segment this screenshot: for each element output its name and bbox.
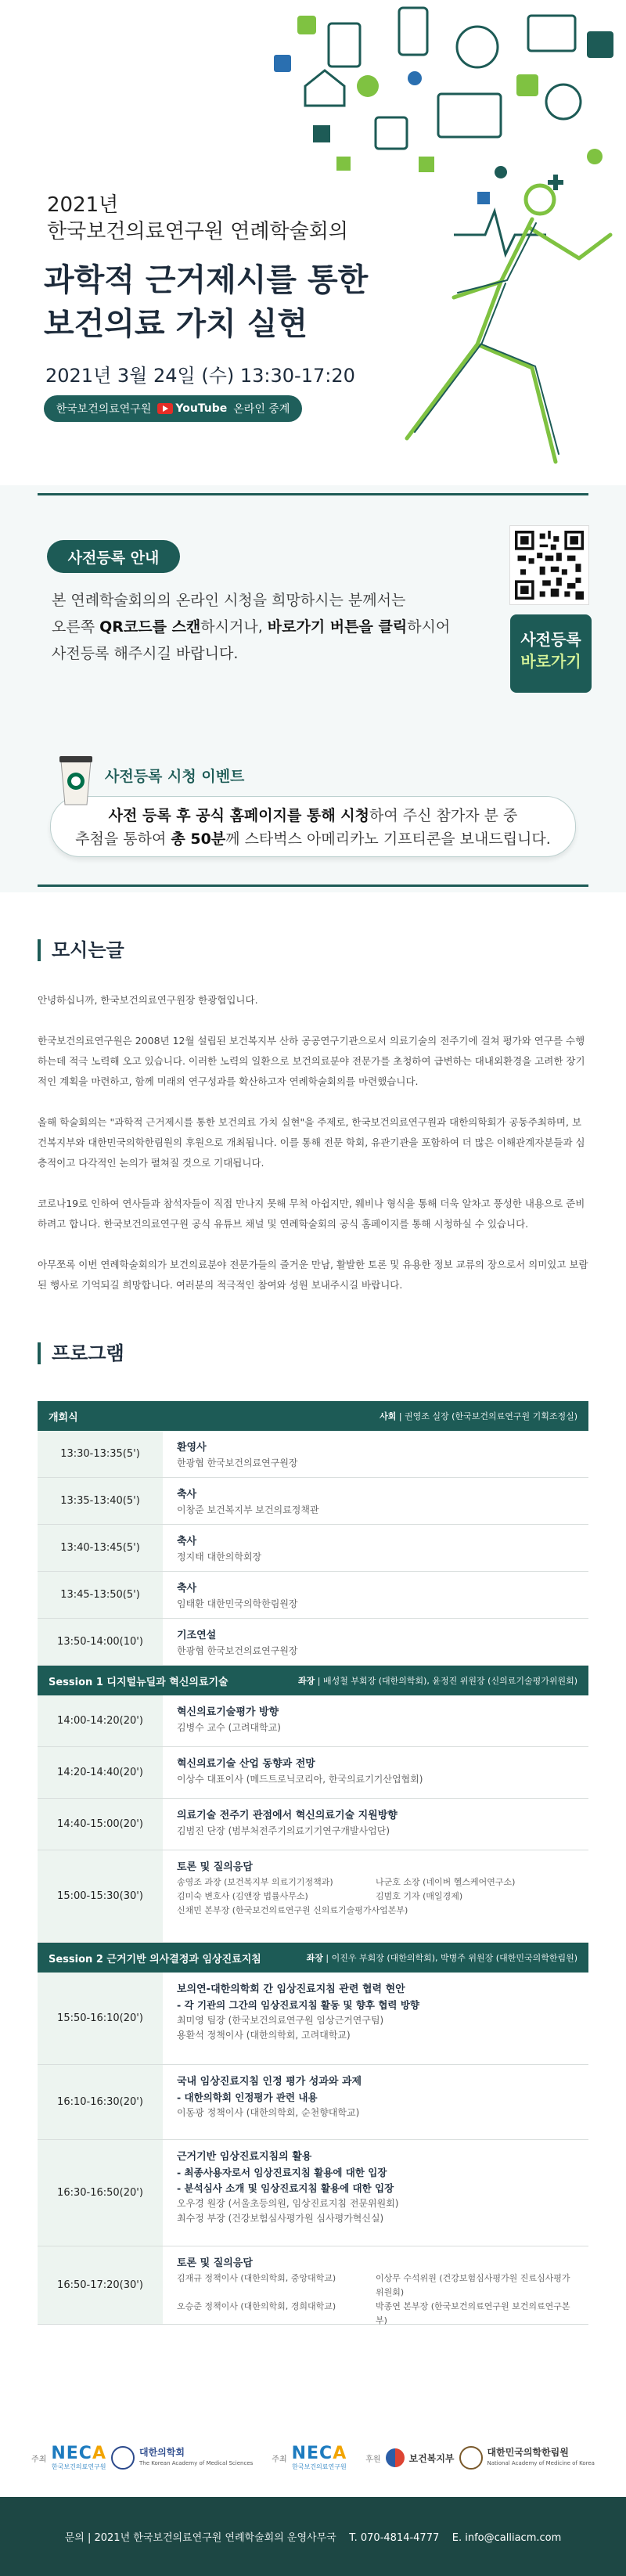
greeting-body — [38, 990, 588, 1316]
register-shortcut-button[interactable] — [510, 614, 592, 693]
host-group — [31, 2445, 253, 2471]
mohw-name: 보건복지부 — [408, 2452, 455, 2464]
program-title: 프로그램 — [38, 1342, 124, 1364]
table-row — [38, 1619, 588, 1666]
program-item-note: - 각 기관의 그간의 임상진료지침 활동 및 향후 협력 방향 — [177, 1999, 420, 2011]
event-title: 사전등록 시청 이벤트 — [105, 767, 245, 785]
kams-logo — [139, 2447, 253, 2469]
program-time: 14:40-15:00(20') — [38, 1799, 163, 1850]
program-item — [163, 2246, 588, 2324]
chair-name: 이진우 부회장 (대한의학회), 박병주 위원장 (대한민국의학한림원) — [331, 1953, 577, 1963]
footer-text: 문의 | 2021년 한국보건의료연구원 연례학술회의 운영사무국 T. 070-4814-4777 E. info@calliacm.com — [64, 2532, 562, 2544]
program-time: 16:10-16:30(20') — [38, 2065, 163, 2139]
program-time: 13:35-13:40(5') — [38, 1478, 163, 1524]
program-item-speaker: 용환석 정책이사 (대한의학회, 고려대학교) — [177, 2030, 351, 2041]
event-box — [50, 755, 576, 857]
program-item-title: 근거기반 임상진료지침의 활용 — [177, 2151, 312, 2163]
host-label: 주최 — [272, 2455, 287, 2464]
session-label: 개회식 — [49, 1411, 78, 1424]
discussion-speaker: 김미숙 변호사 (김앤장 법률사무소) — [177, 1891, 308, 1901]
program-item-speaker: 이창준 보건복지부 보건의료정책관 — [177, 1504, 319, 1515]
divider-bottom — [38, 884, 588, 887]
table-row — [38, 2140, 588, 2246]
table-row — [38, 2065, 588, 2140]
registration-line3: 사전등록 해주시길 바랍니다. — [52, 645, 239, 662]
program-item-title: 혁신의료기술 산업 동향과 전망 — [177, 1758, 315, 1770]
youtube-logo — [157, 402, 227, 415]
badge-suffix: 온라인 중계 — [233, 403, 290, 416]
table-row — [38, 1431, 588, 1478]
program-time: 16:50-17:20(30') — [38, 2246, 163, 2324]
program-time: 13:45-13:50(5') — [38, 1572, 163, 1618]
program-item-note: - 최종사용자로서 임상진료지침 활용에 대한 입장 — [177, 2167, 387, 2178]
event-bold: 사전 등록 후 공식 홈페이지를 통해 시청 — [108, 807, 369, 824]
program-item-speaker: 오우경 원장 (서울초등의원, 임상진료지침 전문위원회) — [177, 2198, 399, 2209]
program-item — [163, 1973, 588, 2064]
event-text: 추첨을 통하여 — [75, 830, 171, 848]
kams-seal-icon — [111, 2446, 135, 2470]
session-header-1 — [38, 1666, 588, 1695]
program-time: 14:00-14:20(20') — [38, 1695, 163, 1746]
program-item-title: 국내 임상진료지침 인정 평가 성과와 과제 — [177, 2076, 362, 2088]
table-row — [38, 1747, 588, 1799]
program-item-title: 환영사 — [177, 1442, 207, 1454]
program-item-title: 축사 — [177, 1583, 197, 1594]
greeting-title: 모시는글 — [38, 939, 124, 961]
reg-text-part: 오른쪽 — [52, 618, 100, 636]
registration-pill: 사전등록 안내 — [47, 540, 180, 573]
discussion-speaker: 이상무 수석위원 (건강보험심사평가원 진료심사평가위원회) — [376, 2273, 570, 2297]
registration-text — [52, 587, 490, 667]
program-time: 13:40-13:45(5') — [38, 1525, 163, 1571]
table-row — [38, 1478, 588, 1525]
nams-name: 대한민국의학한림원 — [487, 2447, 569, 2458]
discussion-speaker: 오승준 정책이사 (대한의학회, 경희대학교) — [177, 2301, 336, 2311]
hero-date: 2021년 3월 24일 (수) 13:30-17:20 — [45, 365, 355, 387]
kams-name: 대한의학회 — [139, 2447, 185, 2458]
table-row — [38, 2246, 588, 2325]
program-item-title: 축사 — [177, 1536, 197, 1547]
nams-name-en: National Academy of Medicine of Korea — [487, 2460, 595, 2466]
discussion-speakers — [177, 2272, 574, 2328]
session-chair: 좌장 | 배성철 부회장 (대한의학회), 윤정진 위원장 (신의료기술평가위원회) — [297, 1676, 577, 1686]
program-item-speaker: 최수정 부장 (건강보험심사평가원 심사평가혁신실) — [177, 2213, 384, 2224]
register-button-line2: 바로가기 — [520, 652, 581, 671]
sponsor-logos — [0, 2419, 626, 2497]
session-header-opening — [38, 1401, 588, 1431]
coffee-cup-icon — [58, 755, 94, 806]
program-item-speaker: 이상수 대표이사 (메드트로닉코리아, 한국의료기기산업협회) — [177, 1774, 423, 1785]
hero-banner — [0, 0, 626, 485]
greeting-paragraph: 한국보건의료연구원은 2008년 12월 설립된 보건복지부 산하 공공연구기관으로서 의료기술의 전주기에 걸쳐 평가와 연구를 수행하는데 적극 노력해 오고 있습니다. 이러한 노력의 일환으로 보건의료분야 전문가를 초청하여 급변하는 대내외환경을 고려한 장기적인 계획을 마련하고, 함께 미래의 연구성과를 확산하고자 연례학술회의를 마련했습니다. — [38, 1035, 585, 1087]
session-chair: 사회 | 권영조 실장 (한국보건의료연구원 기획조정실) — [380, 1411, 577, 1421]
program-item-speaker: 최미영 팀장 (한국보건의료연구원 임상근거연구팀) — [177, 2015, 384, 2026]
reg-text-part: 하시거나, — [200, 618, 268, 636]
sponsor-label: 후원 — [365, 2455, 381, 2464]
reg-text-part: 하시어 — [407, 618, 451, 636]
chair-name: 배성철 부회장 (대한의학회), 윤정진 위원장 (신의료기술평가위원회) — [322, 1676, 577, 1686]
event-text: 께 스타벅스 아메리카노 기프티콘을 보내드립니다. — [225, 830, 551, 848]
program-item-title: 의료기술 전주기 관점에서 혁신의료기술 지원방향 — [177, 1810, 398, 1821]
hero-title — [44, 258, 368, 346]
table-row — [38, 1850, 588, 1943]
program-item-speaker: 김범진 단장 (범부처전주기의료기기연구개발사업단) — [177, 1825, 390, 1836]
program-time: 14:20-14:40(20') — [38, 1747, 163, 1798]
program-time: 16:30-16:50(20') — [38, 2140, 163, 2246]
hero-title-line2: 보건의료 가치 실현 — [44, 306, 308, 342]
event-header — [58, 755, 244, 794]
program-item — [163, 1619, 588, 1665]
program-time: 13:50-14:00(10') — [38, 1619, 163, 1665]
table-row — [38, 1973, 588, 2065]
neca-logo — [292, 2445, 347, 2471]
sponsor-group — [365, 2446, 595, 2470]
nams-logo — [487, 2447, 595, 2469]
registration-section — [0, 485, 626, 892]
host-label: 주최 — [31, 2455, 47, 2464]
program-time: 15:50-16:10(20') — [38, 1973, 163, 2064]
neca-wordmark: NECA — [291, 2443, 347, 2463]
chair-role: 좌장 — [297, 1676, 315, 1686]
register-button-line1: 사전등록 — [520, 630, 581, 649]
program-item — [163, 1478, 588, 1524]
greeting-paragraph: 안녕하십니까, 한국보건의료연구원장 한광협입니다. — [38, 994, 258, 1006]
discussion-speaker: 신채민 본부장 (한국보건의료연구원 신의료기술평가사업본부) — [177, 1905, 408, 1915]
event-line1 — [51, 804, 575, 827]
program-item — [163, 1695, 588, 1746]
greeting-paragraph: 코로나19로 인하여 연사들과 참석자들이 직접 만나지 못해 무척 아쉽지만, 웨비나 형식을 통해 더욱 알차고 풍성한 내용으로 준비하려고 합니다. 한국보건의료연구원 공식 유튜브 채널 및 연례학술회의 공식 홈페이지를 통해 시청하실 수 있습니다. — [38, 1198, 585, 1230]
program-item-title: 토론 및 질의응답 — [177, 1861, 253, 1873]
program-time: 15:00-15:30(30') — [38, 1850, 163, 1942]
program-item — [163, 1747, 588, 1798]
event-text: 하여 주신 참가자 분 중 — [369, 807, 518, 824]
reg-text-bold: QR코드를 스캔 — [99, 618, 201, 636]
table-row — [38, 1572, 588, 1619]
kams-name-en: The Korean Academy of Medical Sciences — [139, 2460, 254, 2466]
greeting-paragraph: 아무쪼록 이번 연례학술회의가 보건의료분야 전문가들의 즐거운 만남, 활발한 토론 및 유용한 정보 교류의 장으로서 의미있고 보람된 행사로 기억되길 희망합니다. 여러분의 적극적인 참여와 성원 보내주시길 바랍니다. — [38, 1259, 588, 1291]
youtube-stream-badge[interactable] — [44, 395, 302, 422]
divider-top — [38, 493, 588, 495]
session-label: Session 1 디지털뉴딜과 혁신의료기술 — [49, 1676, 228, 1688]
neca-wordmark: NECA — [51, 2443, 106, 2463]
program-item-note: - 대한의학회 인정평가 관련 내용 — [177, 2091, 318, 2103]
badge-org: 한국보건의료연구원 — [56, 403, 152, 416]
neca-subtitle: 한국보건의료연구원 — [292, 2463, 347, 2470]
event-line2 — [51, 827, 575, 851]
footer-contact — [0, 2497, 626, 2576]
program-table — [38, 1401, 588, 2325]
program-item — [163, 1850, 588, 1942]
program-item — [163, 2065, 588, 2139]
youtube-play-icon — [157, 403, 173, 414]
event-bold: 총 50분 — [171, 830, 226, 848]
host-group-2 — [272, 2445, 347, 2471]
reg-text-bold: 바로가기 버튼을 클릭 — [267, 618, 408, 636]
program-item — [163, 2140, 588, 2246]
mohw-emblem-icon — [386, 2448, 405, 2467]
hero-event-name: 한국보건의료연구원 연례학술회의 — [47, 220, 349, 243]
program-item-speaker: 임태환 대한민국의학한림원장 — [177, 1598, 298, 1609]
hero-year — [47, 192, 348, 245]
session-chair: 좌장 | 이진우 부회장 (대한의학회), 박병주 위원장 (대한민국의학한림원) — [306, 1953, 577, 1963]
event-description — [50, 796, 576, 857]
nams-seal-icon — [459, 2446, 483, 2470]
qr-code-icon[interactable] — [510, 526, 588, 604]
youtube-word: YouTube — [175, 402, 228, 415]
program-item — [163, 1799, 588, 1850]
table-row — [38, 1695, 588, 1747]
table-row — [38, 1525, 588, 1572]
neca-subtitle: 한국보건의료연구원 — [51, 2463, 106, 2470]
registration-line2 — [52, 614, 490, 640]
table-row — [38, 1799, 588, 1850]
session-header-2 — [38, 1943, 588, 1973]
discussion-speaker: 송영조 과장 (보건복지부 의료기기정책과) — [177, 1877, 333, 1887]
program-item-speaker: 이동광 정책이사 (대한의학회, 순천향대학교) — [177, 2107, 360, 2118]
program-item-title: 혁신의료기술평가 방향 — [177, 1706, 279, 1718]
program-item-title: 토론 및 질의응답 — [177, 2257, 253, 2269]
hero-year-line: 2021년 — [47, 193, 119, 217]
program-item-speaker: 김병수 교수 (고려대학교) — [177, 1722, 281, 1733]
program-item-title: 축사 — [177, 1489, 197, 1501]
program-time: 13:30-13:35(5') — [38, 1431, 163, 1477]
program-item-speaker: 한광협 한국보건의료연구원장 — [177, 1645, 298, 1656]
hero-title-line1: 과학적 근거제시를 통한 — [44, 262, 369, 298]
discussion-speaker: 김재규 정책이사 (대한의학회, 중앙대학교) — [177, 2273, 336, 2283]
program-item-title: 기조연설 — [177, 1630, 217, 1641]
session-label: Session 2 근거기반 의사결정과 임상진료지침 — [49, 1953, 261, 1965]
program-item-speaker: 한광협 한국보건의료연구원장 — [177, 1457, 298, 1468]
chair-name: 권영조 실장 (한국보건의료연구원 기획조정실) — [405, 1411, 577, 1421]
program-item-speaker: 정지태 대한의학회장 — [177, 1551, 262, 1562]
program-item — [163, 1572, 588, 1618]
chair-role: 좌장 — [306, 1953, 323, 1963]
greeting-paragraph: 올해 학술회의는 "과학적 근거제시를 통한 보건의료 가치 실현"을 주제로, 한국보건의료연구원과 대한의학회가 공동주최하며, 보건복지부와 대한민국의학한림원의 후원으로 개최됩니다. 이를 통해 전문 학회, 유관기관을 포함하여 더 많은 이해관계자분들과 심층적이고 다각적인 논의가 펼쳐질 것으로 기대됩니다. — [38, 1116, 585, 1169]
program-item — [163, 1525, 588, 1571]
discussion-speaker: 박종연 본부장 (한국보건의료연구원 보건의료연구본부) — [376, 2301, 570, 2326]
discussion-speakers — [177, 1875, 574, 1918]
program-item-title: 보의연-대한의학회 간 임상진료지침 관련 협력 현안 — [177, 1983, 405, 1995]
neca-logo — [51, 2445, 106, 2471]
registration-line1: 본 연례학술회의의 온라인 시청을 희망하시는 분께서는 — [52, 592, 406, 609]
discussion-speaker: 나군호 소장 (네이버 헬스케어연구소) — [376, 1877, 516, 1887]
program-item-note: - 분석심사 소개 및 임상진료지침 활용에 대한 입장 — [177, 2182, 394, 2194]
program-item — [163, 1431, 588, 1477]
chair-role: 사회 — [380, 1411, 397, 1421]
discussion-speaker: 김범호 기자 (매일경제) — [376, 1891, 463, 1901]
